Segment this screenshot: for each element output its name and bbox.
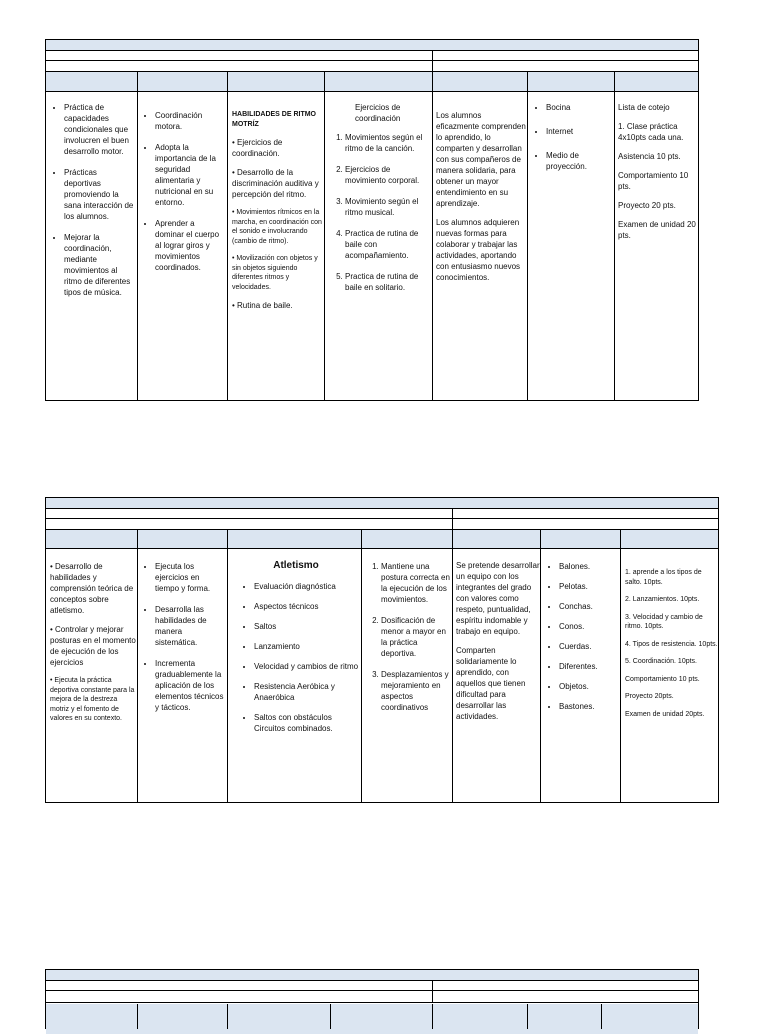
list-item: • Lanzamiento: [254, 641, 360, 652]
paragraph: 3. Velocidad y cambio de ritmo. 10pts.: [625, 613, 703, 630]
list-item: • Coordinación motora.: [155, 110, 225, 132]
list-item: • Bocina: [546, 102, 612, 113]
list-item: • Desarrollo de la discriminación auditiva y percepción del ritmo.: [232, 168, 319, 199]
list-item: • Cuerdas.: [559, 641, 619, 652]
list-item: • Desarrolla las habilidades de manera sistemática.: [155, 604, 225, 648]
paragraph: • Controlar y mejorar posturas en el momento de ejecución de los ejercicios: [50, 625, 136, 667]
activities-intro: Ejercicios de coordinación: [355, 103, 401, 123]
table-3-info-row-1: [46, 981, 698, 991]
paragraph: 1. Clase práctica 4x10pts cada una.: [618, 122, 684, 142]
list-item: 1. Mantiene una postura correcta en la ejecución de los movimientos.: [381, 561, 451, 605]
paragraph: Se pretende desarrollar un equipo con los integrantes del grado con valores como respeto, puntualidad, espíritu indomable y trabajo en equipo.: [456, 561, 540, 636]
table-1-title-row: [46, 40, 698, 51]
list-item: 2. Dosificación de menor a mayor en la práctica deportiva.: [381, 615, 451, 659]
paragraph: 1. aprende a los tipos de salto. 10pts.: [625, 569, 702, 586]
list-item: • Aspectos técnicos: [254, 601, 360, 612]
t1-objectives-cell: [50, 102, 136, 308]
table-2-title-row: [46, 498, 718, 509]
t2-objectives-cell: [50, 561, 136, 732]
paragraph: Comportamiento 10 pts.: [618, 171, 689, 191]
table-1-header-row: [46, 72, 698, 92]
list-item: • Incrementa graduablemente la aplicación de los elementos técnicos y tácticos.: [155, 658, 225, 713]
list-item: • Ejercicios de coordinación.: [232, 138, 283, 158]
paragraph: • Desarrollo de habilidades y comprensión teórica de conceptos sobre atletismo.: [50, 562, 134, 615]
list-item: • Conchas.: [559, 601, 619, 612]
list-item: • Resistencia Aeróbica y Anaeróbica: [254, 681, 360, 703]
paragraph: 4. Tipos de resistencia. 10pts.: [625, 640, 718, 648]
list-item: 1. Movimientos según el ritmo de la canción.: [345, 132, 429, 154]
t2-attitudes-cell: [456, 560, 540, 730]
list-item: • Saltos con obstáculos Circuitos combinados.: [254, 712, 360, 734]
t1-resources-cell: [532, 102, 612, 182]
table-2-info-row-2: [46, 519, 718, 530]
t1-competencies-cell: [141, 110, 225, 283]
paragraph: Los alumnos eficazmente comprenden lo aprendido, lo comparten y desarrollan con sus compañeros de manera solidaria, para obtener un mayor entendimiento en su aprendizaje.: [436, 111, 526, 208]
t1-evaluation-cell: [618, 102, 698, 249]
list-item: • Mejorar la coordinación, mediante movimientos al ritmo de diferentes tipos de música.: [64, 232, 136, 298]
list-item: 5. Practica de rutina de baile en solitario.: [345, 271, 429, 293]
list-item: • Bastones.: [559, 701, 619, 712]
t1-activities-cell: [329, 102, 429, 303]
t1-contents-cell: [232, 110, 322, 319]
table-2-info-row-1: [46, 509, 718, 519]
table-1: [45, 39, 699, 401]
paragraph: Examen de unidad 20pts.: [625, 710, 705, 718]
list-item: • Balones.: [559, 561, 619, 572]
paragraph: Proyecto 20 pts.: [618, 201, 676, 210]
list-item: • Adopta la importancia de la seguridad alimentaria y nutricional en su entorno.: [155, 142, 225, 208]
paragraph: 2. Lanzamientos. 10pts.: [625, 596, 700, 603]
paragraph: Proyecto 20pts.: [625, 693, 674, 700]
t1-attitudes-cell: [436, 110, 526, 291]
list-item: • Prácticas deportivas promoviendo la sana interacción de los alumnos.: [64, 167, 136, 222]
list-item: • Evaluación diagnóstica: [254, 581, 360, 592]
table-3-info-row-2: [46, 991, 698, 1003]
list-item: 2. Ejercicios de movimiento corporal.: [345, 164, 429, 186]
list-item: • Rutina de baile.: [232, 301, 293, 310]
paragraph: Lista de cotejo: [618, 103, 670, 112]
list-item: • Saltos: [254, 621, 360, 632]
list-item: • Conos.: [559, 621, 619, 632]
contents-title: HABILIDADES DE RITMO MOTRÍZ: [232, 111, 316, 128]
paragraph: Examen de unidad 20 pts.: [618, 220, 696, 240]
list-item: • Movilización con objetos y sin objetos siguiendo diferentes ritmos y velocidades.: [232, 255, 318, 291]
list-item: • Medio de proyección.: [546, 150, 612, 172]
t2-evaluation-cell: [625, 568, 719, 727]
t2-contents-cell: [232, 560, 360, 743]
list-item: 3. Desplazamientos y mejoramiento en aspectos coordinativos: [381, 669, 451, 713]
list-item: • Velocidad y cambios de ritmo: [254, 661, 360, 672]
paragraph: 5. Coordinación. 10pts.: [625, 658, 697, 665]
list-item: • Aprender a dominar el cuerpo al lograr giros y movimientos coordinados.: [155, 218, 225, 273]
table-3: [45, 969, 699, 1029]
table-2: [45, 497, 719, 803]
list-item: 4. Practica de rutina de baile con acompañamiento.: [345, 228, 429, 261]
table-1-info-row-1: [46, 51, 698, 61]
list-item: • Ejecuta los ejercicios en tiempo y forma.: [155, 561, 225, 594]
contents-title: Atletismo: [273, 560, 319, 571]
table-3-title-row: [46, 970, 698, 981]
list-item: • Práctica de capacidades condicionales que involucren el buen desarrollo motor.: [64, 102, 136, 157]
paragraph: Los alumnos adquieren nuevas formas para colaborar y trabajar las actividades, aportando con entusiasmo nuevos conocimientos.: [436, 218, 521, 282]
t2-competencies-cell: [141, 561, 225, 723]
paragraph: Asistencia 10 pts.: [618, 152, 681, 161]
t2-activities-cell: [365, 561, 451, 723]
table-2-header-row: [46, 530, 718, 549]
paragraph: Comparten solidariamente lo aprendido, con aquellos que tienen dificultad para desarrollar las actividades.: [456, 646, 526, 721]
t2-resources-cell: [545, 561, 619, 721]
table-1-info-row-2: [46, 61, 698, 72]
list-item: 3. Movimiento según el ritmo musical.: [345, 196, 429, 218]
list-item: • Objetos.: [559, 681, 619, 692]
paragraph: Comportamiento 10 pts.: [625, 675, 700, 683]
list-item: • Internet: [546, 126, 612, 137]
list-item: • Pelotas.: [559, 581, 619, 592]
paragraph: • Ejecuta la práctica deportiva constante para la mejora de la destreza motriz y el fomento de valores en su contexto.: [50, 677, 135, 722]
list-item: • Movimientos rítmicos en la marcha, en coordinación con el sonido e involucrando (cambio de ritmo).: [232, 209, 322, 245]
list-item: • Diferentes.: [559, 661, 619, 672]
